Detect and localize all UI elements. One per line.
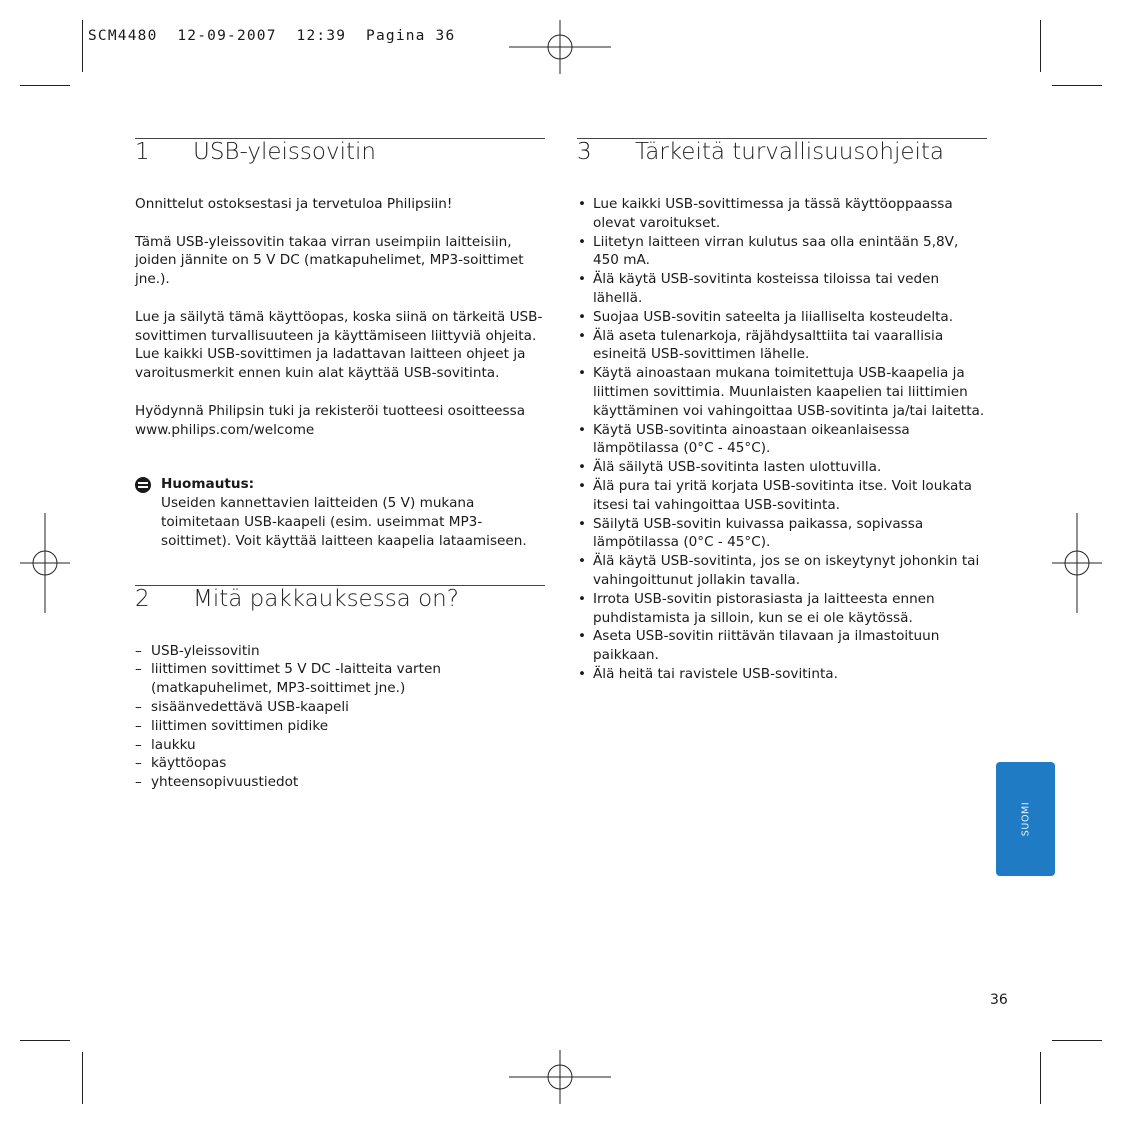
list-item: – yhteensopivuustiedot (135, 773, 545, 792)
crop-mark (1052, 85, 1102, 86)
crop-mark (1040, 20, 1041, 72)
section-number: 2 (135, 585, 150, 612)
list-item: • Liitetyn laitteen virran kulutus saa olla enintään 5,8V, 450 mA. (577, 233, 987, 271)
list-item: • Älä säilytä USB-sovitinta lasten ulottuvilla. (577, 458, 987, 477)
paragraph: Tämä USB-yleissovitin takaa virran useimpiin laitteisiin, joiden jännite on 5 V DC (matkapuhelimet, MP3-soittimet jne.). (135, 233, 524, 288)
section-2 (135, 585, 545, 792)
list-item: – laukku (135, 736, 545, 755)
note-box (135, 475, 545, 550)
list-item: • Säilytä USB-sovitin kuivassa paikassa, sopivassa lämpötilassa (0°C - 45°C). (577, 515, 987, 553)
language-label: SUOMI (1020, 801, 1031, 837)
crop-mark (1040, 1052, 1041, 1104)
list-item: • Lue kaikki USB-sovittimessa ja tässä käyttöoppaassa olevat varoitukset. (577, 195, 987, 233)
crop-mark (82, 1052, 83, 1104)
section-1-heading (135, 138, 545, 183)
section-title: Tärkeitä turvallisuusohjeita (635, 139, 944, 165)
package-contents-list (135, 642, 545, 792)
list-item: • Älä pura tai yritä korjata USB-sovitinta itse. Voit loukata itsesi tai vahingoittaa USB-sovitinta. (577, 477, 987, 515)
list-item: – käyttöopas (135, 754, 545, 773)
section-number: 3 (577, 139, 592, 165)
paragraph: Lue ja säilytä tämä käyttöopas, koska siinä on tärkeitä USB-sovittimen turvallisuuteen ja käyttämiseen liittyviä ohjeita. Lue kaikki USB-sovittimen ja ladattavan laitteen ohjeet ja varoitusmerkit ennen kuin alat käyttää USB-sovitinta. (135, 308, 543, 382)
list-item: • Käytä USB-sovitinta ainoastaan oikeanlaisessa lämpötilassa (0°C - 45°C). (577, 421, 987, 459)
registration-mark-left (20, 513, 70, 613)
list-item: – liittimen sovittimet 5 V DC -laitteita varten (matkapuhelimet, MP3-soittimet jne.) (135, 660, 545, 698)
section-title: USB-yleissovitin (193, 139, 376, 165)
right-column (577, 138, 987, 684)
crop-mark (20, 85, 70, 86)
section-title: Mitä pakkauksessa on? (193, 585, 459, 612)
registration-mark-top (509, 20, 611, 74)
left-column (135, 138, 545, 792)
list-item: – USB-yleissovitin (135, 642, 545, 661)
list-item: • Älä käytä USB-sovitinta, jos se on iskeytynyt johonkin tai vahingoittunut jollakin tavalla. (577, 552, 987, 590)
list-item: • Älä käytä USB-sovitinta kosteissa tiloissa tai veden lähellä. (577, 270, 987, 308)
note-title: Huomautus: (161, 476, 255, 493)
crop-mark (1052, 1040, 1102, 1041)
list-item: • Käytä ainoastaan mukana toimitettuja USB-kaapelia ja liittimen sovittimia. Muunlaisten kaapelien tai liittimien käyttäminen voi vahingoittaa USB-sovitinta ja/tai laitetta. (577, 364, 987, 420)
registration-mark-right (1052, 513, 1102, 613)
note-text: Useiden kannettavien laitteiden (5 V) mukana toimitetaan USB-kaapeli (esim. useimmat MP3-soittimet). Voit käyttää laitteen kaapelia lataamiseen. (161, 495, 527, 549)
safety-instructions-list (577, 195, 987, 684)
list-item: • Suojaa USB-sovitin sateelta ja liialliselta kosteudelta. (577, 308, 987, 327)
print-header: SCM4480 12-09-2007 12:39 Pagina 36 (88, 28, 456, 44)
page-number: 36 (990, 992, 1008, 1008)
list-item: • Irrota USB-sovitin pistorasiasta ja laitteesta ennen puhdistamista ja silloin, kun se ei ole käytössä. (577, 590, 987, 628)
section-number: 1 (135, 139, 150, 165)
section-2-heading (135, 585, 545, 630)
list-item: • Aseta USB-sovitin riittävän tilavaan ja ilmastoituun paikkaan. (577, 627, 987, 665)
note-icon (135, 477, 151, 493)
paragraph: Hyödynnä Philipsin tuki ja rekisteröi tuotteesi osoitteessa www.philips.com/welcome (135, 402, 526, 438)
paragraph: Onnittelut ostoksestasi ja tervetuloa Philipsiin! (135, 196, 453, 212)
note-body (161, 475, 545, 550)
list-item: • Älä aseta tulenarkoja, räjähdysalttiita tai vaarallisia esineitä USB-sovittimen lähelle. (577, 327, 987, 365)
registration-mark-bottom (509, 1050, 611, 1104)
language-tab (996, 762, 1055, 876)
crop-mark (20, 1040, 70, 1041)
list-item: – liittimen sovittimen pidike (135, 717, 545, 736)
list-item: – sisäänvedettävä USB-kaapeli (135, 698, 545, 717)
section-3-heading (577, 138, 987, 183)
crop-mark (82, 20, 83, 72)
list-item: • Älä heitä tai ravistele USB-sovitinta. (577, 665, 987, 684)
